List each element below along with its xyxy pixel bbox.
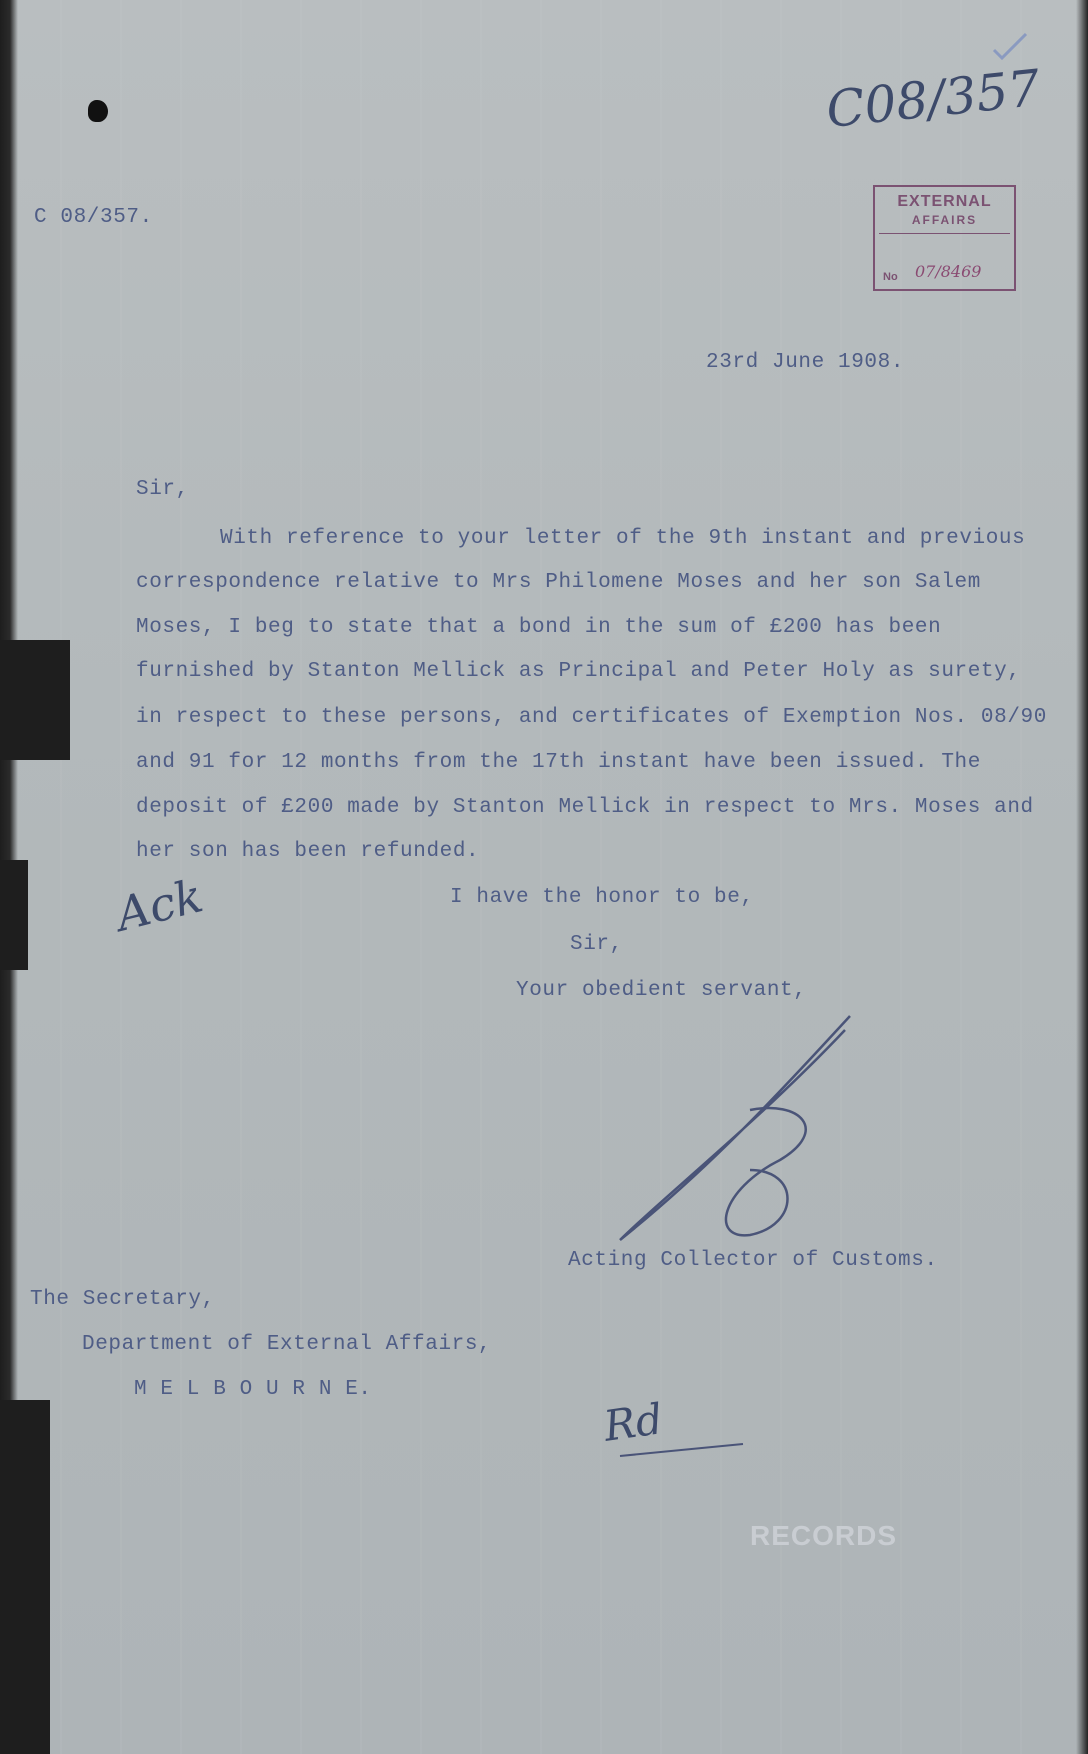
body-line: furnished by Stanton Mellick as Principal and Peter Holy as surety,: [136, 660, 1021, 683]
stamp-line-1: EXTERNAL: [897, 193, 992, 210]
checkmark-icon: [990, 30, 1030, 64]
body-line: her son has been refunded.: [136, 840, 480, 863]
margin-initials: Ack: [110, 868, 209, 942]
body-line: Moses, I beg to state that a bond in the sum of £200 has been: [136, 616, 942, 639]
stamp-line-2: AFFAIRS: [911, 213, 978, 227]
typed-reference: C 08/357.: [34, 206, 153, 229]
body-line: deposit of £200 made by Stanton Mellick in respect to Mrs. Moses and: [136, 796, 1034, 819]
closing-line-3: Your obedient servant,: [516, 979, 807, 1002]
handwritten-reference: C08/357: [823, 58, 1043, 140]
right-edge-shadow: [1076, 0, 1088, 1754]
stamp-no-label: No: [883, 271, 898, 283]
letter-date: 23rd June 1908.: [706, 351, 905, 374]
left-edge-tear: [0, 1400, 50, 1754]
received-initials: Rd: [600, 1394, 666, 1451]
salutation: Sir,: [136, 478, 189, 501]
addressee-line-2: Department of External Affairs,: [82, 1333, 492, 1356]
punch-hole: [88, 100, 108, 122]
external-affairs-stamp: [873, 185, 1016, 291]
closing-line-2: Sir,: [570, 933, 623, 956]
body-line: correspondence relative to Mrs Philomene Moses and her son Salem: [136, 571, 981, 594]
records-stamp: RECORDS: [750, 1520, 898, 1551]
signatory-title: Acting Collector of Customs.: [568, 1249, 938, 1272]
addressee-line-1: The Secretary,: [30, 1288, 215, 1311]
received-underline: [618, 1440, 748, 1460]
left-edge-tear: [0, 860, 28, 970]
signature: [600, 1010, 880, 1250]
left-edge-tear: [0, 640, 70, 760]
body-line: With reference to your letter of the 9th instant and previous: [220, 527, 1026, 550]
body-line: and 91 for 12 months from the 17th instant have been issued. The: [136, 751, 981, 774]
body-line: in respect to these persons, and certificates of Exemption Nos. 08/90: [136, 706, 1047, 729]
stamp-no-value: 07/8469: [915, 262, 982, 281]
addressee-line-3: M E L B O U R N E.: [134, 1378, 372, 1401]
closing-line-1: I have the honor to be,: [450, 886, 754, 909]
